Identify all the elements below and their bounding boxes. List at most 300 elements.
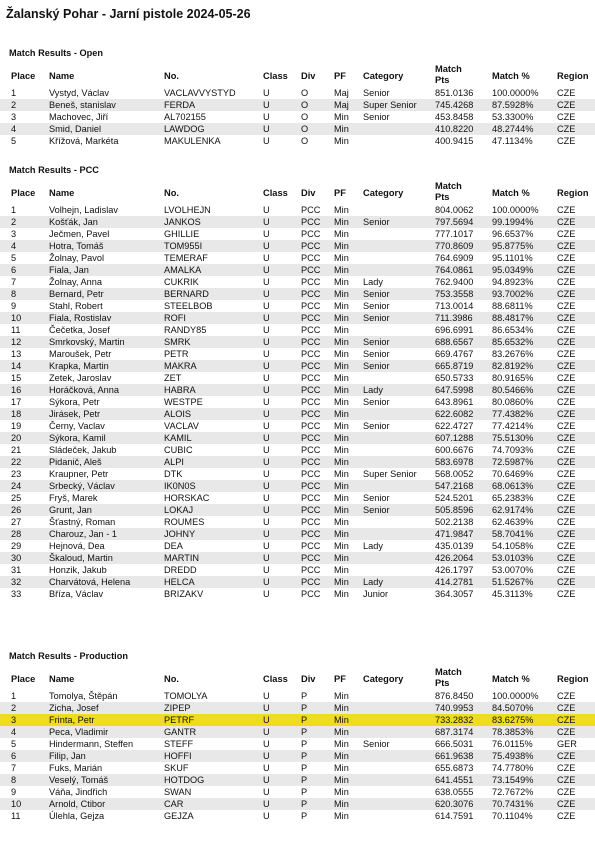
- cell-place: 17: [11, 397, 22, 407]
- cell-place: 4: [11, 124, 17, 134]
- table-row: [0, 690, 595, 702]
- cell-name: Honzik, Jakub: [49, 565, 107, 575]
- cell-place: 4: [11, 727, 17, 737]
- cell-div: PCC: [301, 493, 321, 503]
- results-rows: [0, 690, 595, 822]
- table-row: [0, 408, 595, 420]
- cell-region: CZE: [557, 349, 576, 359]
- cell-place: 4: [11, 241, 17, 251]
- cell-region: CZE: [557, 565, 576, 575]
- header-no: No.: [164, 188, 179, 198]
- cell-match-pct: 77.4214%: [492, 421, 534, 431]
- cell-div: PCC: [301, 529, 321, 539]
- cell-class: U: [263, 88, 270, 98]
- cell-name: Fiala, Rostislav: [49, 313, 112, 323]
- cell-place: 5: [11, 253, 17, 263]
- cell-match-pts: 414.2781: [435, 577, 474, 587]
- cell-match-pct: 45.3113%: [492, 589, 533, 599]
- cell-class: U: [263, 205, 270, 215]
- cell-match-pts: 600.6676: [435, 445, 474, 455]
- cell-class: U: [263, 100, 270, 110]
- cell-class: U: [263, 112, 270, 122]
- cell-place: 21: [11, 445, 22, 455]
- cell-class: U: [263, 241, 270, 251]
- cell-match-pts: 435.0139: [435, 541, 474, 551]
- cell-match-pts: 661.9638: [435, 751, 474, 761]
- cell-place: 1: [11, 88, 17, 98]
- table-row: [0, 762, 595, 774]
- cell-match-pts: 688.6567: [435, 337, 474, 347]
- cell-category: Lady: [363, 541, 383, 551]
- cell-region: CZE: [557, 541, 576, 551]
- cell-category: Super Senior: [363, 469, 417, 479]
- cell-region: CZE: [557, 289, 576, 299]
- cell-place: 15: [11, 373, 22, 383]
- cell-name: Hejnová, Dea: [49, 541, 105, 551]
- cell-match-pts: 638.0555: [435, 787, 474, 797]
- cell-match-pct: 80.9165%: [492, 373, 534, 383]
- cell-match-pct: 93.7002%: [492, 289, 534, 299]
- cell-div: PCC: [301, 217, 321, 227]
- header-match-pts-line2: Pts: [435, 75, 450, 85]
- header-name: Name: [49, 71, 75, 81]
- cell-pf: Min: [334, 751, 349, 761]
- cell-match-pts: 696.6991: [435, 325, 474, 335]
- cell-no: ROUMES: [164, 517, 205, 527]
- cell-pf: Min: [334, 727, 349, 737]
- cell-class: U: [263, 727, 270, 737]
- cell-class: U: [263, 313, 270, 323]
- cell-match-pct: 53.3300%: [492, 112, 534, 122]
- table-row: [0, 552, 595, 564]
- cell-pf: Min: [334, 217, 349, 227]
- cell-pf: Min: [334, 529, 349, 539]
- cell-no: IK0N0S: [164, 481, 196, 491]
- cell-match-pct: 100.0000%: [492, 88, 539, 98]
- cell-no: TOMOLYA: [164, 691, 208, 701]
- cell-name: Fryš, Marek: [49, 493, 98, 503]
- header-div: Div: [301, 71, 316, 81]
- header-match-pct: Match %: [492, 674, 530, 684]
- cell-category: Senior: [363, 349, 390, 359]
- cell-name: Žolnay, Pavol: [49, 253, 104, 263]
- table-row: [0, 300, 595, 312]
- cell-name: Smid, Daniel: [49, 124, 102, 134]
- cell-region: CZE: [557, 811, 576, 821]
- cell-div: PCC: [301, 505, 321, 515]
- table-row: [0, 123, 595, 135]
- cell-div: O: [301, 100, 309, 110]
- table-row: [0, 360, 595, 372]
- cell-place: 2: [11, 703, 17, 713]
- cell-div: PCC: [301, 409, 321, 419]
- cell-class: U: [263, 493, 270, 503]
- cell-no: ZIPEP: [164, 703, 191, 713]
- header-class: Class: [263, 71, 288, 81]
- cell-no: GHILLIE: [164, 229, 200, 239]
- cell-class: U: [263, 349, 270, 359]
- cell-div: PCC: [301, 577, 321, 587]
- header-no: No.: [164, 71, 179, 81]
- cell-place: 1: [11, 205, 17, 215]
- table-row: [0, 456, 595, 468]
- cell-pf: Min: [334, 229, 349, 239]
- cell-div: PCC: [301, 361, 321, 371]
- cell-no: CUBIC: [164, 445, 193, 455]
- cell-pf: Min: [334, 433, 349, 443]
- cell-match-pct: 99.1994%: [492, 217, 534, 227]
- table-row: [0, 444, 595, 456]
- cell-place: 19: [11, 421, 22, 431]
- cell-pf: Min: [334, 289, 349, 299]
- cell-place: 13: [11, 349, 22, 359]
- cell-pf: Min: [334, 553, 349, 563]
- table-row: [0, 786, 595, 798]
- cell-region: CZE: [557, 301, 576, 311]
- cell-name: Arnold, Ctibor: [49, 799, 106, 809]
- cell-name: Filip, Jan: [49, 751, 86, 761]
- cell-class: U: [263, 373, 270, 383]
- cell-match-pts: 620.3076: [435, 799, 474, 809]
- cell-place: 11: [11, 325, 21, 335]
- cell-no: AMALKA: [164, 265, 202, 275]
- header-category: Category: [363, 674, 404, 684]
- cell-no: ROFI: [164, 313, 186, 323]
- cell-category: Senior: [363, 112, 390, 122]
- cell-div: PCC: [301, 565, 321, 575]
- cell-pf: Min: [334, 385, 349, 395]
- cell-div: PCC: [301, 325, 321, 335]
- cell-match-pts: 733.2832: [435, 715, 474, 725]
- table-row: [0, 348, 595, 360]
- cell-match-pct: 85.6532%: [492, 337, 534, 347]
- cell-class: U: [263, 445, 270, 455]
- cell-match-pct: 73.1549%: [492, 775, 534, 785]
- cell-category: Senior: [363, 505, 390, 515]
- cell-region: CZE: [557, 373, 576, 383]
- cell-place: 11: [11, 811, 21, 821]
- header-match-pts-line2: Pts: [435, 192, 450, 202]
- cell-class: U: [263, 217, 270, 227]
- cell-region: CZE: [557, 385, 576, 395]
- cell-match-pts: 622.4727: [435, 421, 474, 431]
- header-region: Region: [557, 71, 589, 81]
- cell-div: P: [301, 703, 308, 713]
- cell-no: DTK: [164, 469, 183, 479]
- header-name: Name: [49, 674, 75, 684]
- cell-pf: Min: [334, 763, 349, 773]
- cell-match-pct: 62.9174%: [492, 505, 534, 515]
- cell-match-pct: 87.5928%: [492, 100, 534, 110]
- table-row: [0, 468, 595, 480]
- cell-place: 2: [11, 217, 17, 227]
- table-row: [0, 480, 595, 492]
- cell-class: U: [263, 397, 270, 407]
- results-rows: [0, 87, 595, 147]
- cell-place: 9: [11, 787, 17, 797]
- cell-pf: Min: [334, 241, 349, 251]
- cell-pf: Min: [334, 799, 349, 809]
- cell-no: HORSKAC: [164, 493, 210, 503]
- cell-match-pts: 665.8719: [435, 361, 474, 371]
- cell-place: 18: [11, 409, 22, 419]
- table-row: [0, 288, 595, 300]
- cell-no: LAWDOG: [164, 124, 205, 134]
- cell-div: PCC: [301, 241, 321, 251]
- cell-no: WESTPE: [164, 397, 203, 407]
- cell-pf: Min: [334, 775, 349, 785]
- cell-no: MAKRA: [164, 361, 197, 371]
- table-row: [0, 504, 595, 516]
- cell-pf: Min: [334, 253, 349, 263]
- table-row: [0, 384, 595, 396]
- cell-region: CZE: [557, 715, 576, 725]
- cell-match-pct: 62.4639%: [492, 517, 534, 527]
- cell-class: U: [263, 577, 270, 587]
- header-pf: PF: [334, 188, 346, 198]
- cell-region: CZE: [557, 517, 576, 527]
- cell-match-pct: 54.1058%: [492, 541, 534, 551]
- cell-pf: Min: [334, 397, 349, 407]
- cell-no: SKUF: [164, 763, 189, 773]
- cell-region: CZE: [557, 751, 576, 761]
- cell-match-pct: 74.7780%: [492, 763, 534, 773]
- cell-pf: Min: [334, 325, 349, 335]
- cell-class: U: [263, 253, 270, 263]
- cell-name: Černy, Vaclav: [49, 421, 105, 431]
- cell-class: U: [263, 589, 270, 599]
- cell-name: Maroušek, Petr: [49, 349, 112, 359]
- header-category: Category: [363, 188, 404, 198]
- cell-no: MAKULENKA: [164, 136, 221, 146]
- cell-name: Srbecký, Václav: [49, 481, 115, 491]
- cell-match-pct: 84.5070%: [492, 703, 534, 713]
- cell-match-pct: 88.6811%: [492, 301, 533, 311]
- cell-pf: Min: [334, 349, 349, 359]
- header-match-pts: [435, 667, 489, 689]
- table-row: [0, 588, 595, 600]
- cell-match-pct: 80.0860%: [492, 397, 534, 407]
- cell-region: CZE: [557, 421, 576, 431]
- table-row: [0, 750, 595, 762]
- cell-pf: Min: [334, 691, 349, 701]
- cell-div: PCC: [301, 373, 321, 383]
- table-row: [0, 810, 595, 822]
- cell-match-pct: 83.6275%: [492, 715, 534, 725]
- cell-match-pts: 471.9847: [435, 529, 474, 539]
- cell-match-pts: 643.8961: [435, 397, 474, 407]
- cell-match-pct: 51.5267%: [492, 577, 534, 587]
- cell-pf: Min: [334, 739, 349, 749]
- cell-place: 14: [11, 361, 22, 371]
- cell-region: CZE: [557, 703, 576, 713]
- cell-no: GEJZA: [164, 811, 194, 821]
- cell-category: Senior: [363, 337, 390, 347]
- header-match-pts-line2: Pts: [435, 678, 450, 688]
- cell-div: P: [301, 691, 308, 701]
- header-match-pts: [435, 64, 489, 86]
- cell-class: U: [263, 229, 270, 239]
- cell-name: Kraupner, Petr: [49, 469, 109, 479]
- cell-div: PCC: [301, 457, 321, 467]
- cell-div: PCC: [301, 433, 321, 443]
- cell-match-pct: 75.4938%: [492, 751, 534, 761]
- cell-category: Senior: [363, 361, 390, 371]
- cell-match-pts: 622.6082: [435, 409, 474, 419]
- cell-class: U: [263, 739, 270, 749]
- cell-no: HOFFI: [164, 751, 192, 761]
- cell-match-pts: 426.2064: [435, 553, 474, 563]
- cell-place: 30: [11, 553, 22, 563]
- cell-name: Peca, Vladimir: [49, 727, 109, 737]
- cell-div: PCC: [301, 349, 321, 359]
- cell-no: VACLAVVYSTYD: [164, 88, 236, 98]
- cell-no: CAR: [164, 799, 184, 809]
- cell-name: Ječmen, Pavel: [49, 229, 110, 239]
- cell-region: CZE: [557, 112, 576, 122]
- cell-match-pct: 96.6537%: [492, 229, 534, 239]
- cell-class: U: [263, 277, 270, 287]
- cell-name: Grunt, Jan: [49, 505, 92, 515]
- cell-no: JOHNY: [164, 529, 196, 539]
- section-title: Match Results - PCC: [9, 165, 99, 175]
- cell-div: P: [301, 715, 308, 725]
- cell-pf: Min: [334, 409, 349, 419]
- cell-region: CZE: [557, 433, 576, 443]
- cell-class: U: [263, 529, 270, 539]
- cell-region: CZE: [557, 205, 576, 215]
- table-header: [0, 667, 595, 689]
- cell-category: Super Senior: [363, 100, 417, 110]
- cell-div: PCC: [301, 589, 321, 599]
- cell-class: U: [263, 751, 270, 761]
- cell-class: U: [263, 565, 270, 575]
- cell-name: Zetek, Jaroslav: [49, 373, 112, 383]
- cell-match-pct: 88.4817%: [492, 313, 534, 323]
- cell-class: U: [263, 703, 270, 713]
- header-pf: PF: [334, 71, 346, 81]
- cell-match-pct: 70.7431%: [492, 799, 534, 809]
- cell-place: 12: [11, 337, 22, 347]
- cell-place: 9: [11, 301, 17, 311]
- page-title: Žalanský Pohar - Jarní pistole 2024-05-26: [6, 7, 251, 21]
- cell-match-pct: 94.8923%: [492, 277, 534, 287]
- cell-name: Machovec, Jiří: [49, 112, 109, 122]
- cell-region: CZE: [557, 469, 576, 479]
- table-row: [0, 99, 595, 111]
- cell-name: Košťák, Jan: [49, 217, 98, 227]
- cell-name: Volhejn, Ladislav: [49, 205, 118, 215]
- cell-match-pts: 740.9953: [435, 703, 474, 713]
- cell-region: CZE: [557, 691, 576, 701]
- cell-class: U: [263, 124, 270, 134]
- cell-match-pct: 72.7672%: [492, 787, 534, 797]
- cell-name: Veselý, Tomáš: [49, 775, 109, 785]
- table-row: [0, 516, 595, 528]
- header-region: Region: [557, 674, 589, 684]
- cell-div: O: [301, 112, 309, 122]
- cell-category: Senior: [363, 301, 390, 311]
- cell-region: CZE: [557, 397, 576, 407]
- cell-name: Charvátová, Helena: [49, 577, 131, 587]
- cell-match-pct: 95.8775%: [492, 241, 534, 251]
- cell-region: GER: [557, 739, 577, 749]
- cell-pf: Min: [334, 445, 349, 455]
- cell-no: FERDA: [164, 100, 196, 110]
- cell-match-pts: 426.1797: [435, 565, 474, 575]
- cell-category: Senior: [363, 313, 390, 323]
- cell-name: Křížová, Markéta: [49, 136, 119, 146]
- cell-name: Škaloud, Martin: [49, 553, 113, 563]
- cell-place: 8: [11, 775, 17, 785]
- cell-match-pts: 400.9415: [435, 136, 474, 146]
- cell-region: CZE: [557, 493, 576, 503]
- cell-name: Frinta, Petr: [49, 715, 95, 725]
- cell-div: PCC: [301, 253, 321, 263]
- cell-name: Úlehla, Gejza: [49, 811, 105, 821]
- cell-pf: Min: [334, 811, 349, 821]
- cell-name: Fiala, Jan: [49, 265, 89, 275]
- cell-class: U: [263, 505, 270, 515]
- cell-pf: Min: [334, 373, 349, 383]
- cell-region: CZE: [557, 253, 576, 263]
- cell-div: PCC: [301, 229, 321, 239]
- table-row: [0, 798, 595, 810]
- cell-no: TEMERAF: [164, 253, 208, 263]
- table-row: [0, 312, 595, 324]
- cell-no: RANDY85: [164, 325, 207, 335]
- cell-place: 29: [11, 541, 22, 551]
- cell-match-pct: 95.0349%: [492, 265, 534, 275]
- cell-pf: Maj: [334, 100, 349, 110]
- cell-class: U: [263, 136, 270, 146]
- cell-region: CZE: [557, 577, 576, 587]
- cell-region: CZE: [557, 124, 576, 134]
- cell-region: CZE: [557, 481, 576, 491]
- cell-match-pts: 764.0861: [435, 265, 474, 275]
- cell-class: U: [263, 763, 270, 773]
- cell-name: Sýkora, Petr: [49, 397, 100, 407]
- cell-region: CZE: [557, 265, 576, 275]
- cell-div: PCC: [301, 289, 321, 299]
- cell-class: U: [263, 541, 270, 551]
- table-row: [0, 87, 595, 99]
- cell-class: U: [263, 421, 270, 431]
- cell-region: CZE: [557, 217, 576, 227]
- header-pf: PF: [334, 674, 346, 684]
- cell-div: PCC: [301, 541, 321, 551]
- cell-pf: Min: [334, 265, 349, 275]
- cell-div: P: [301, 787, 308, 797]
- cell-no: PETRF: [164, 715, 195, 725]
- cell-match-pts: 607.1288: [435, 433, 474, 443]
- cell-region: CZE: [557, 100, 576, 110]
- cell-class: U: [263, 385, 270, 395]
- cell-region: CZE: [557, 787, 576, 797]
- cell-place: 8: [11, 289, 17, 299]
- cell-class: U: [263, 787, 270, 797]
- cell-match-pts: 641.4551: [435, 775, 474, 785]
- cell-div: PCC: [301, 277, 321, 287]
- cell-match-pts: 804.0062: [435, 205, 474, 215]
- cell-no: SWAN: [164, 787, 192, 797]
- cell-name: Stahl, Robert: [49, 301, 103, 311]
- header-match-pts: [435, 181, 489, 203]
- cell-class: U: [263, 553, 270, 563]
- cell-match-pct: 65.2383%: [492, 493, 534, 503]
- cell-place: 23: [11, 469, 22, 479]
- cell-match-pts: 687.3174: [435, 727, 474, 737]
